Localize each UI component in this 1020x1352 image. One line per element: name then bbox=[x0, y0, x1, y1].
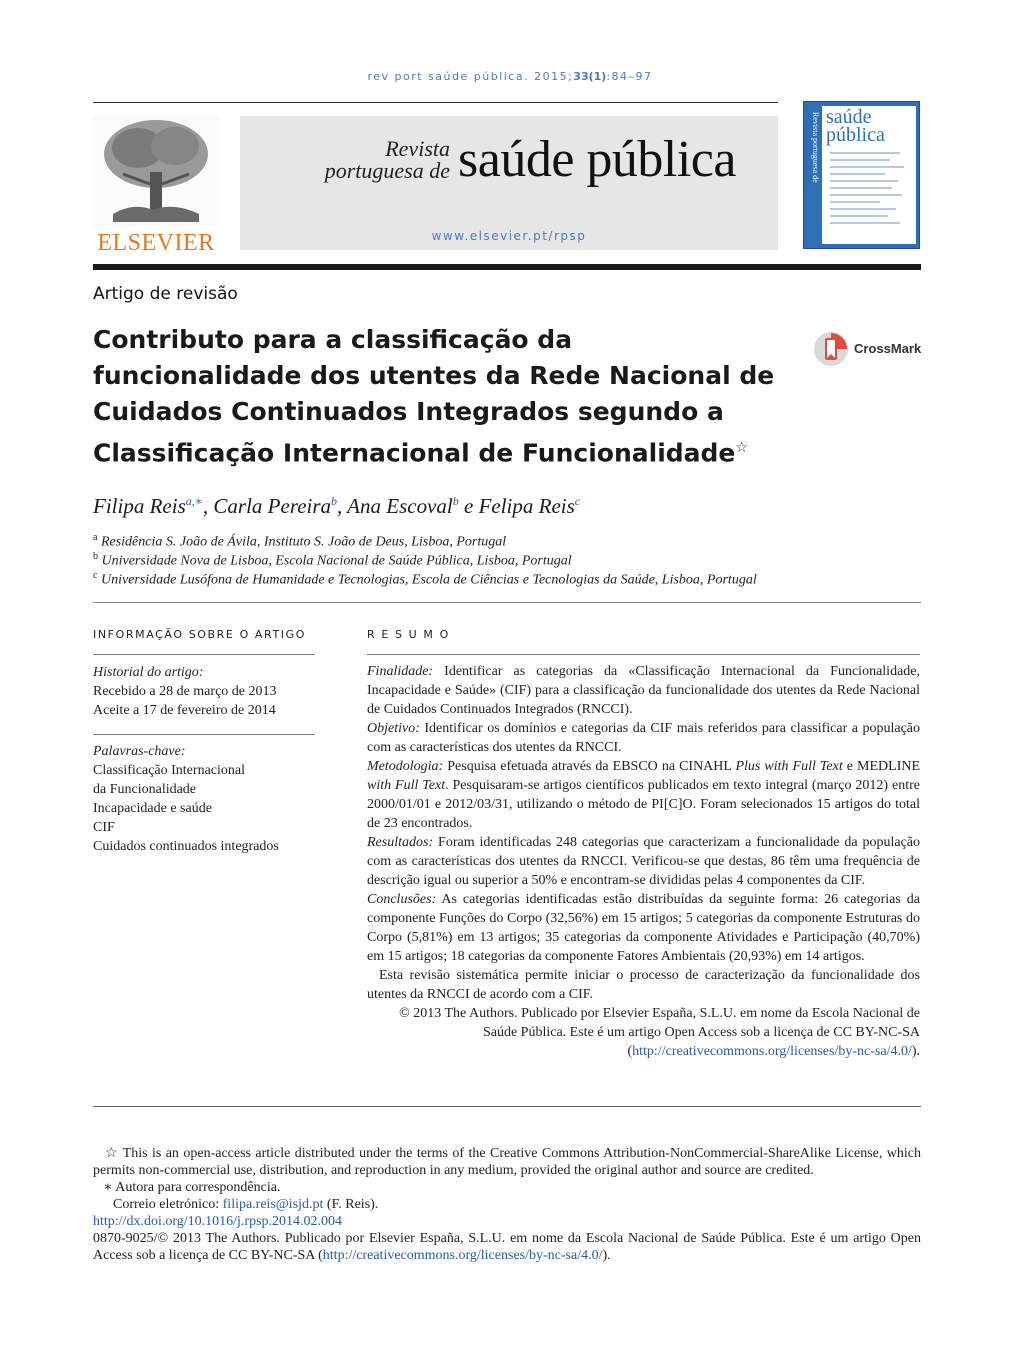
issn-copyright bbox=[93, 1230, 921, 1264]
abstract-text: . Pesquisaram-se artigos científicos publicados em texto integral (março 2012) entre 2000/01/01 e 2012/03/31, utilizando o método de PI[C]O. Foram selecionados 15 artigos do total de 23 encontrados. bbox=[367, 778, 920, 831]
cover-title-line1: saúde bbox=[826, 106, 872, 128]
footnote-corr-mark: ∗ bbox=[103, 1180, 113, 1195]
abstract-text: As categorias identificadas estão distribuídas da seguinte forma: 26 categorias da componente Funções do Corpo (32,56%) em 15 artigos; 5 categorias da componente Estruturas do Corpo (5,81%) em 13 artigos; 35 categorias da componente Atividades e Participação (40,70%) em 15 artigos; 18 categorias da componente Fatores Ambientais (20,93%) em 14 artigos. bbox=[367, 892, 920, 964]
abstract-heading: R E S U M O bbox=[367, 628, 450, 641]
cover-side-text: Revista portuguesa de bbox=[811, 112, 820, 183]
masthead-title: saúde pública bbox=[458, 131, 736, 188]
keywords-label: Palavras-chave: bbox=[93, 744, 186, 759]
author-separator: , bbox=[202, 494, 214, 518]
abstract-label: Objetivo: bbox=[367, 721, 420, 736]
crossmark-icon bbox=[812, 329, 852, 369]
abstract-conclusoes bbox=[367, 890, 920, 966]
affiliation bbox=[93, 532, 506, 551]
email-suffix: (F. Reis). bbox=[323, 1197, 379, 1212]
author-name: Carla Pereira bbox=[213, 494, 332, 518]
received-date: Recebido a 28 de março de 2013 bbox=[93, 684, 277, 699]
article-info-heading: INFORMAÇÃO SOBRE O ARTIGO bbox=[93, 628, 307, 641]
license-link[interactable]: http://creativecommons.org/licenses/by-nc-sa/4.0/ bbox=[632, 1044, 912, 1059]
abstract-body bbox=[367, 662, 920, 1061]
abstract-label: Finalidade: bbox=[367, 664, 434, 679]
title-footnote-mark[interactable]: ☆ bbox=[735, 440, 748, 456]
keyword: Cuidados continuados integrados bbox=[93, 839, 279, 854]
abstract-text: Identificar os domínios e categorias da CIF mais referidos para classificar a população com as características dos utentes da RNCCI. bbox=[367, 721, 920, 755]
abstract-label: Conclusões: bbox=[367, 892, 437, 907]
paren: ). bbox=[911, 1044, 920, 1059]
journal-url-link[interactable]: www.elsevier.pt/rpsp bbox=[431, 229, 587, 243]
corresponding-footnote bbox=[93, 1179, 921, 1196]
keyword: CIF bbox=[93, 820, 115, 835]
doi-link[interactable]: http://dx.doi.org/10.1016/j.rpsp.2014.02.004 bbox=[93, 1214, 343, 1229]
author-affil-mark[interactable]: c bbox=[574, 494, 581, 508]
article-title-text: Contributo para a classificação da funcionalidade dos utentes da Rede Nacional de Cuidados Continuados Integrados segundo a Classificação Internacional de Funcionalidade bbox=[93, 325, 775, 468]
abstract-objetivo bbox=[367, 719, 920, 757]
affiliation bbox=[93, 570, 757, 589]
footnotes bbox=[93, 1145, 921, 1264]
article-history bbox=[93, 663, 315, 720]
affiliation-text: Residência S. João de Ávila, Instituto S. João de Deus, Lisboa, Portugal bbox=[100, 534, 507, 550]
keywords bbox=[93, 742, 315, 856]
open-access-footnote bbox=[93, 1145, 921, 1179]
email-line bbox=[93, 1196, 921, 1213]
author-list bbox=[93, 494, 580, 519]
article-info-rule bbox=[93, 654, 315, 655]
section-divider bbox=[93, 602, 921, 603]
crossmark-badge[interactable] bbox=[812, 329, 932, 369]
copyright-text: © 2013 The Authors. Publicado por Elsevier España, S.L.U. em nome da Escola Nacional de Saúde Pública. Este é um artigo Open Access sob a licença de CC BY-NC-SA bbox=[399, 1006, 920, 1040]
keywords-rule bbox=[93, 734, 315, 735]
journal-citation-prefix: rev port saúde pública. 2015; bbox=[367, 70, 574, 83]
elsevier-logo bbox=[93, 114, 219, 256]
elsevier-wordmark: ELSEVIER bbox=[97, 230, 215, 256]
affiliation-text: Universidade Lusófona de Humanidade e Tecnologias, Escola de Ciências e Tecnologias da Saúde, Lisboa, Portugal bbox=[100, 572, 757, 588]
article-title bbox=[93, 322, 783, 471]
keyword: Classificação Internacional bbox=[93, 763, 245, 778]
keyword: Incapacidade e saúde bbox=[93, 801, 212, 816]
abstract-finalidade bbox=[367, 662, 920, 719]
masthead-revista-line2: portuguesa de bbox=[324, 158, 450, 183]
author-name: Felipa Reis bbox=[478, 494, 575, 518]
issn-copyright-text: 0870-9025/© 2013 The Authors. Publicado por Elsevier España, S.L.U. em nome da Escola Nacional de Saúde Pública. Este é um artigo Open Access sob a licença de CC BY-NC-SA ( bbox=[93, 1231, 921, 1263]
masthead-revista bbox=[290, 138, 450, 182]
abstract-text: Pesquisa efetuada através da EBSCO na CINAHL bbox=[447, 759, 736, 774]
masthead-revista-line1: Revista bbox=[385, 136, 450, 161]
abstract-text: Foram identificadas 248 categorias que caracterizam a funcionalidade da população com as características dos utentes da RNCCI. Verificou-se que destas, 86 têm uma frequência de descrição igual ou superior a 50% e encontram-se divididas pelas 4 componentes da CIF. bbox=[367, 835, 920, 888]
author-separator: e bbox=[458, 494, 479, 518]
abstract-text: e MEDLINE bbox=[842, 759, 921, 774]
author-name: Ana Escoval bbox=[347, 494, 453, 518]
abstract-label: Metodologia: bbox=[367, 759, 444, 774]
elsevier-tree-icon bbox=[93, 114, 219, 226]
abstract-resultados bbox=[367, 833, 920, 890]
history-label: Historial do artigo: bbox=[93, 665, 204, 680]
journal-pages: :84–97 bbox=[606, 70, 653, 83]
abstract-final-paragraph: Esta revisão sistemática permite iniciar o processo de caracterização da funcionalidade dos utentes da RNCCI de acordo com a CIF. bbox=[367, 968, 920, 1002]
footer-license-link[interactable]: http://creativecommons.org/licenses/by-nc-sa/4.0/ bbox=[322, 1248, 603, 1263]
cover-contents-lines bbox=[830, 152, 914, 229]
affiliation-text: Universidade Nova de Lisboa, Escola Nacional de Saúde Pública, Lisboa, Portugal bbox=[101, 553, 572, 569]
author-separator: , bbox=[337, 494, 348, 518]
affiliation-mark: b bbox=[93, 551, 98, 562]
journal-volume: 33(1) bbox=[573, 70, 607, 83]
journal-cover-thumbnail bbox=[803, 101, 920, 249]
author-affil-mark[interactable]: a,∗ bbox=[185, 494, 203, 508]
author-name: Filipa Reis bbox=[93, 494, 186, 518]
author-affil-mark[interactable]: b bbox=[452, 494, 459, 508]
abstract-metodologia bbox=[367, 757, 920, 833]
abstract-text-italic: Plus with Full Text bbox=[735, 759, 843, 774]
article-type: Artigo de revisão bbox=[93, 284, 238, 304]
cover-title bbox=[826, 108, 885, 144]
affiliation bbox=[93, 551, 572, 570]
accepted-date: Aceite a 17 de fevereiro de 2014 bbox=[93, 703, 276, 718]
footnote-text: This is an open-access article distributed under the terms of the Creative Commons Attribution-NonCommercial-ShareAlike License, which permits non-commercial use, distribution, and reproduction in any medium, provided the original author and source are credited. bbox=[93, 1146, 921, 1178]
crossmark-label: CrossMark bbox=[854, 341, 922, 356]
footnote-star-mark: ☆ bbox=[105, 1146, 119, 1161]
abstract-bottom-rule bbox=[93, 1106, 921, 1107]
author-affil-mark[interactable]: b bbox=[331, 494, 338, 508]
abstract-text: Identificar as categorias da «Classificação Internacional da Funcionalidade, Incapacidade e Saúde» (CIF) para a classificação da funcionalidade dos utentes da Rede Nacional de Cuidados Continuados Integrados (RNCCI). bbox=[367, 664, 920, 717]
abstract-copyright bbox=[367, 1004, 920, 1061]
header-thick-rule bbox=[93, 264, 921, 270]
header-top-rule bbox=[93, 102, 778, 103]
affiliation-mark: c bbox=[93, 570, 98, 581]
abstract-text-italic: with Full Text bbox=[367, 778, 446, 793]
abstract-label: Resultados: bbox=[367, 835, 434, 850]
journal-citation bbox=[0, 70, 1020, 83]
paren: ( bbox=[627, 1044, 633, 1059]
paren: ). bbox=[602, 1248, 611, 1263]
footnote-text: Autora para correspondência. bbox=[115, 1180, 281, 1195]
affiliation-mark: a bbox=[93, 532, 98, 543]
cover-title-line2: pública bbox=[826, 124, 885, 146]
journal-masthead bbox=[240, 116, 778, 250]
abstract-rule bbox=[367, 654, 920, 655]
email-link[interactable]: filipa.reis@isjd.pt bbox=[222, 1197, 324, 1212]
keyword: da Funcionalidade bbox=[93, 782, 197, 797]
email-label: Correio eletrónico: bbox=[113, 1197, 223, 1212]
